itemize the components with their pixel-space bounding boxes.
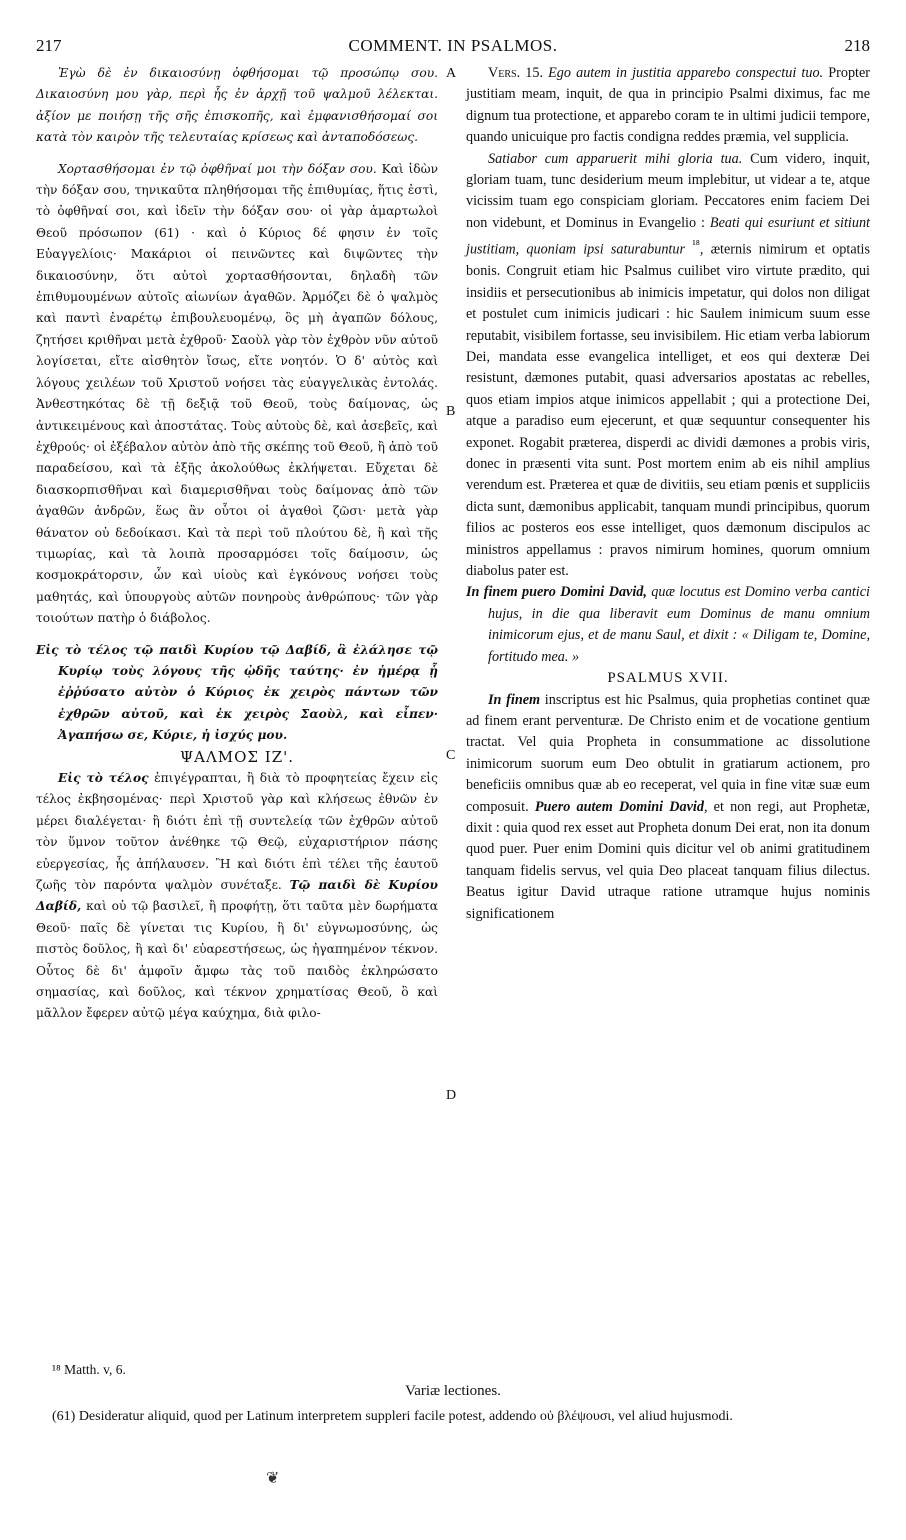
variae-lectiones-text: (61) Desideratur aliquid, quod per Latinum interpretem suppleri facile potest, addendo οὐ βλέψουσι, vel aliud hujusmodi.	[52, 1409, 733, 1424]
greek-column	[36, 63, 438, 1025]
running-header	[36, 36, 870, 60]
greek-psalm-heading: ΨΑΛΜΟΣ ΙΖ'.	[179, 747, 295, 766]
greek-paragraph-1: Ἐγὼ δὲ ἐν δικαιοσύνῃ ὀφθήσομαι τῷ προσώπῳ σου. Δικαιοσύνη μου γὰρ, περὶ ἧς ἐν ἀρχῇ τοῦ ψαλμοῦ λέλεκται. ἀξίον με ποιήσῃ τῆς σῆς ἐπισκοπῆς, καὶ ἐμφανισθήσομαί σοι κατὰ τὸν καιρὸν τῆς τελευταίας κρίσεως καὶ ἀνταποδόσεως.	[36, 66, 438, 145]
greek-psalm-inscription: Εἰς τὸ τέλος τῷ παιδὶ Κυρίου τῷ Δαβίδ, ἃ ἐλάλησε τῷ Κυρίῳ τοὺς λόγους τῆς ᾠδῆς ταύτης· ἐν ἡμέρᾳ ᾗ ἐῤῥύσατο αὐτὸν ὁ Κύριος ἐκ χειρὸς πάντων τῶν ἐχθρῶν αὐτοῦ, καὶ ἐκ χειρὸς Σαοὺλ, καὶ εἶπεν· Ἀγαπήσω σε, Κύριε, ἡ ἰσχύς μου.	[36, 642, 438, 743]
margin-letter-c: C	[446, 748, 456, 763]
latin-psalm-heading: PSALMUS XVII.	[607, 670, 729, 687]
variae-lectiones-title: Variæ lectiones.	[405, 1383, 501, 1399]
footnote: ¹⁸ Matth. v, 6.	[52, 1362, 126, 1377]
margin-letter-d: D	[446, 1088, 457, 1103]
running-title: COMMENT. IN PSALMOS.	[348, 36, 558, 55]
page-number-right: 218	[844, 36, 870, 55]
latin-paragraph-3: In finem inscriptus est hic Psalmus, quia prophetias continet quæ ad finem erant perventuræ. De Christo enim et de vocatione gentium tractat. Vel quia Propheta in consummatione ac dissolutione inimicorum suorum eum Deo obtulit in gratiarum actionem, pro beneficiis omnibus quæ ab eo receperat, vel quia in fine vitæ suæ eum composuit. Puero autem Domini David, et non regi, aut Prophetæ, dixit : quia quod rex esset aut Propheta donum Dei erat, non ita donum quod puer. Puer enim Domini quis dicitur vel ob animi gratitudinem tanquam fidelis servus, vel quia Deo placeat tanquam filius dilectus. Beatus igitur David utraque ratione utramque hujus nominis significationem	[466, 691, 870, 922]
greek-paragraph-2: Χορτασθήσομαι ἐν τῷ ὀφθῆναί μοι τὴν δόξαν σου. Καὶ ἰδὼν τὴν δόξαν σου, τηνικαῦτα πληθήσομαι τῆς ἐπιθυμίας, ἥτις ἐστὶ, τὸ ὀφθῆναί σοι, καὶ ἰδεῖν τὴν δόξαν σου· οἱ γὰρ ἁμαρτωλοὶ Θεοῦ πρόσωπον (61) · καὶ ὁ Κύριος δέ φησιν ἐν τοῖς Εὐαγγελίοις· Μακάριοι οἱ πεινῶντες καὶ διψῶντες τὴν δικαιοσύνην, ὅτι αὐτοὶ χορτασθήσονται, δηλαδὴ τῶν ἐπιθυμουμένων αὐτοῖς αἰωνίων ἀγαθῶν. Ἁρμόζει δὲ ὁ ψαλμὸς καὶ παντὶ ἐναρέτῳ ἐπιβουλευομένῳ, ὃς μὴ ἀγαπῶν δόλους, ζητήσει κριθῆναι μετὰ ἐχθροῦ· Σαοὺλ γὰρ τὸν ἐχθρὸν νῦν αὐτοῦ λογίσεται, εἴτε αἰσθητὸν ἴσως, εἴτε νοητόν. Ὁ δ' αὐτὸς καὶ λόγους χειλέων τοῦ Χριστοῦ νοήσει τὰς εὐαγγελικὰς ἐντολάς. Ἀνθεστηκότας δὲ τῇ δεξιᾷ τοῦ Θεοῦ, τοὺς δαίμονας, ὡς ἀντικειμένους καὶ ἀποστάτας. Τοὺς αὐτοὺς δὲ, καὶ ἀσεβεῖς, καὶ ἐχθρούς· οἱ ἐξέβαλον αὐτὸν ἀπὸ τῆς σκέπης τοῦ Θεοῦ, ἢ ἀπὸ τοῦ παραδείσου, καὶ τὰ ἑξῆς ἀκολούθως ἐκλήψεται. Εὔχεται δὲ διασκορπισθῆναι καὶ διαμερισθῆναι τοὺς δαίμονας ἀπὸ τῶν ἀγαθῶν ἀνδρῶν, ἕως ἂν οὗτοι οἱ ἀγαθοὶ ζῶσι· μετὰ γὰρ θάνατον οὐ δεδοίκασι. Καὶ τὰ περὶ τοῦ πλούτου δὲ, ἢ καὶ τῆς τιμωρίας, καὶ τὰ λοιπὰ προσαρμόσει τοῖς δαίμοσιν, ὡς κοσμοκράτορσιν, ὧν καὶ υἱοὺς καὶ ἐγκόνους νοήσει τοὺς μαθητάς, καὶ ὑπουργοὺς αὐτῶν πονηροὺς ἀνθρώπους· τῶν γὰρ τοιούτων πατὴρ ὁ διάβολος.	[36, 161, 438, 626]
latin-psalm-inscription: In finem puero Domini David, quæ locutus est Domino verba cantici hujus, in die qua liberavit eum Dominus de manu omnium inimicorum ejus, et de manu Saul, et dixit : « Diligam te, Domine, fortitudo mea. »	[466, 584, 870, 665]
latin-paragraph-1: Vers. 15. Ego autem in justitia apparebo conspectui tuo. Propter justitiam meam, inquit, de qua in principio Psalmi diximus, fac me dignum tua protectione, et apparebo coram te in ultimi judicii tempore, quando unicuique pro factis condigna reddes præmia, vel supplicia.	[466, 65, 871, 146]
latin-paragraph-2: Satiabor cum apparuerit mihi gloria tua. Cum videro, inquit, gloriam tuam, tunc desiderium meum implebitur, ut videar a te, atque vicissim tuam ego conspiciam gloriam. Peccatores enim faciem Dei non videbunt, et Dominus in Evangelio : Beati qui esuriunt et sitiunt justitiam, quoniam ipsi saturabuntur $^{^{18}}$, æternis nimirum et optatis bonis. Congruit etiam hic Psalmus cuilibet viro virtute prædito, qui insidiis et persecutionibus ab inimicis impetatur, qui dolos non diligat et postulet cum inimicis judicari : hic Saulem inimicum suum esse reputabit, visibilem fortasse, seu invisibilem. Hic etiam verba labiorum Dei, mandata esse evangelica intelliget, et eos qui dexteræ Dei resistunt, dæmones putabit, quasi adversarios apostatas ac rebelles, quos etiam impios atque inimicos appellabit ; qui a protectione Dei, atque a paradiso eum ejecerunt, et quæ sequuntur consequenter his exponet. Rogabit præterea, disperdi ac dividi dæmones a probis viris, donec in præsenti vita sunt. Post mortem enim ab eis nihil amplius verendum est. Præterea et quæ de divitiis, seu etiam pœnis et suppliciis dicta sunt, dæmonibus applicabit, tanquam mundi principibus, quorum filios ac posteros eos esse intelliget, quos dæmonum discipulos ac ministros appellamus : pravos nimirum homines, quorum omnium diabolus pater est.	[466, 150, 871, 580]
printer-ornament: ❦	[266, 1468, 280, 1487]
page-number-left: 217	[36, 36, 62, 55]
margin-letter-a: A	[446, 66, 457, 81]
footnote-ref: ¹⁸	[692, 237, 700, 252]
latin-column	[466, 63, 870, 925]
margin-letter-b: B	[446, 404, 456, 419]
greek-paragraph-3: Εἰς τὸ τέλος ἐπιγέγραπται, ἢ διὰ τὸ προφητείας ἔχειν εἰς τέλος ἐκβησομένας· περὶ Χριστοῦ γὰρ καὶ κλήσεως ἐθνῶν ἐν μέρει διαλέγεται· ἢ διότι ἐπὶ τῇ συντελείᾳ τῶν ἐχθρῶν αὐτοῦ τὸν ὕμνον τοῦτον ἀνέθηκε τῷ Θεῷ, εὐχαριστήριον πάσης εὐεργεσίας, ἧς ἀπήλαυσεν. Ἢ καὶ διότι ἐπὶ τέλει τῆς ἑαυτοῦ ζωῆς τὸν παρόντα ψαλμὸν συνέταξε. Τῷ παιδὶ δὲ Κυρίου Δαβίδ, καὶ οὐ τῷ βασιλεῖ, ἢ προφήτῃ, ὅτι ταῦτα μὲν δωρήματα Θεοῦ· παῖς δὲ γίνεται τις Κυρίου, ἢ δι' εὐγνωμοσύνης, ὡς πιστὸς δοῦλος, ἢ καὶ δι' εὐαρεστήσεως, ὡς ἠγαπημένον τέκνον. Οὗτος δὲ δι' ἀμφοῖν ἄμφω τὰς τοῦ παιδὸς ἐκληρώσατο σημασίας, καὶ δοῦλος, καὶ τέκνον χρηματίσας Θεοῦ, ὃ καὶ μᾶλλον ἔφερεν αὐτῷ μέγα καύχημα, διὰ φιλο-	[36, 771, 439, 1021]
